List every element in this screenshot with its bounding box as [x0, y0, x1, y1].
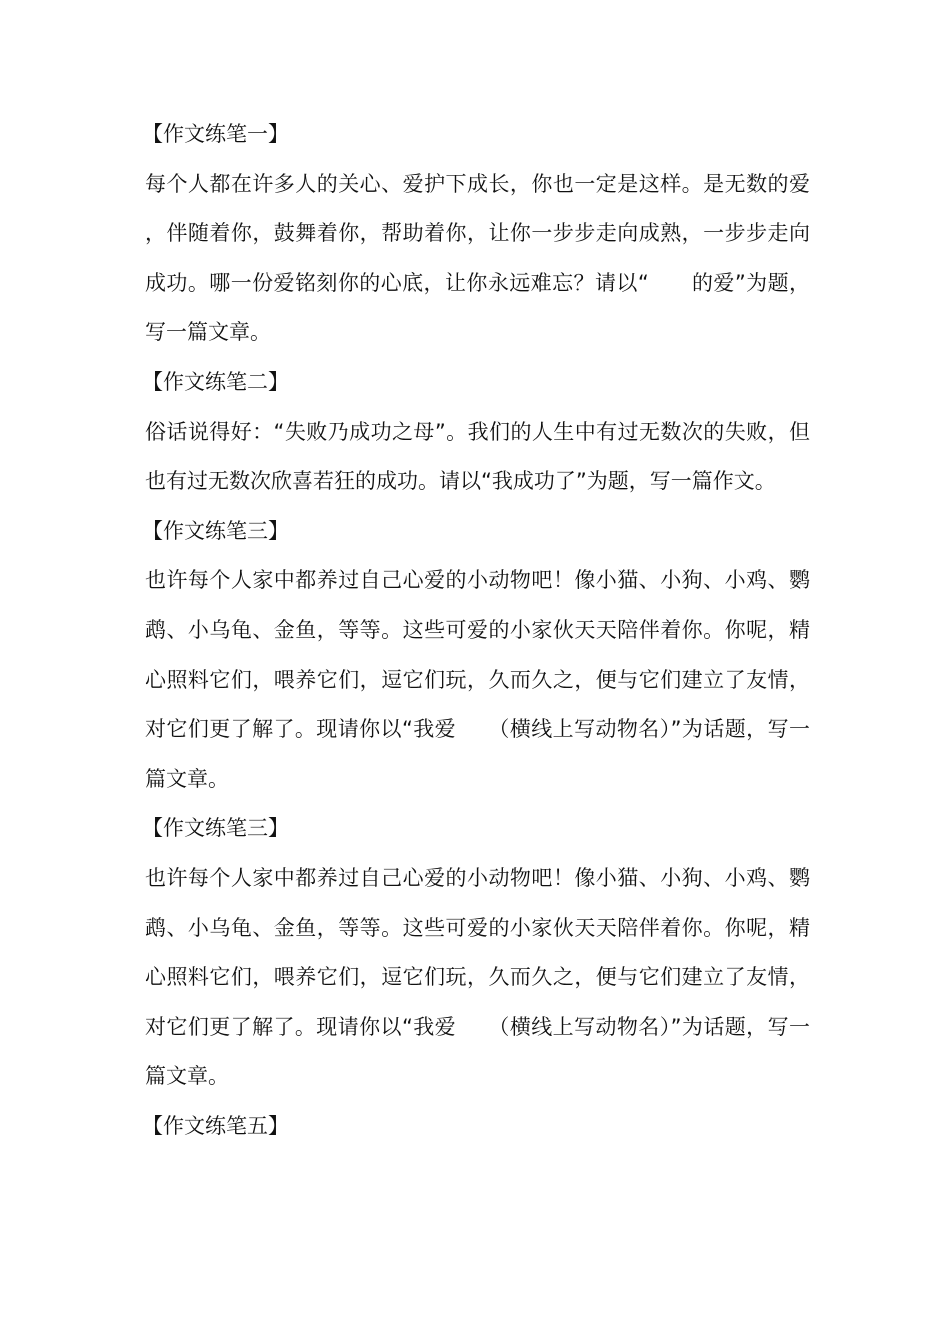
- section-heading-2: 【作文练笔二】: [142, 369, 289, 394]
- document-page: [142, 110, 810, 1151]
- section-body-4: 也许每个人家中都养过自己心爱的小动物吧！像小猫、小狗、小鸡、鹦鹉、小乌龟、金鱼，等等。这些可爱的小家伙天天陪伴着你。你呢，精心照料它们，喂养它们，逗它们玩，久而久之，便与它们建立了友情，对它们更了解了。现请你以“我爱 （横线上写动物名）”为话题，写一篇文章。: [145, 865, 810, 1089]
- section-body-2: 俗话说得好：“失败乃成功之母”。我们的人生中有过无数次的失败，但也有过无数次欣喜若狂的成功。请以“我成功了”为题，写一篇作文。: [145, 419, 810, 494]
- section-body-3: 也许每个人家中都养过自己心爱的小动物吧！像小猫、小狗、小鸡、鹦鹉、小乌龟、金鱼，等等。这些可爱的小家伙天天陪伴着你。你呢，精心照料它们，喂养它们，逗它们玩，久而久之，便与它们建立了友情，对它们更了解了。现请你以“我爱 （横线上写动物名）”为话题，写一篇文章。: [145, 568, 810, 791]
- section-heading-5: 【作文练笔五】: [142, 1113, 289, 1138]
- section-body-1: 每个人都在许多人的关心、爱护下成长，你也一定是这样。是无数的爱，伴随着你，鼓舞着你，帮助着你，让你一步步走向成熟，一步步走向成功。哪一份爱铭刻你的心底，让你永远难忘？请以“ 的爱”为题，写一篇文章。: [145, 171, 810, 345]
- section-heading-1: 【作文练笔一】: [142, 122, 289, 146]
- section-heading-3: 【作文练笔三】: [142, 518, 289, 543]
- section-heading-4: 【作文练笔三】: [142, 816, 289, 841]
